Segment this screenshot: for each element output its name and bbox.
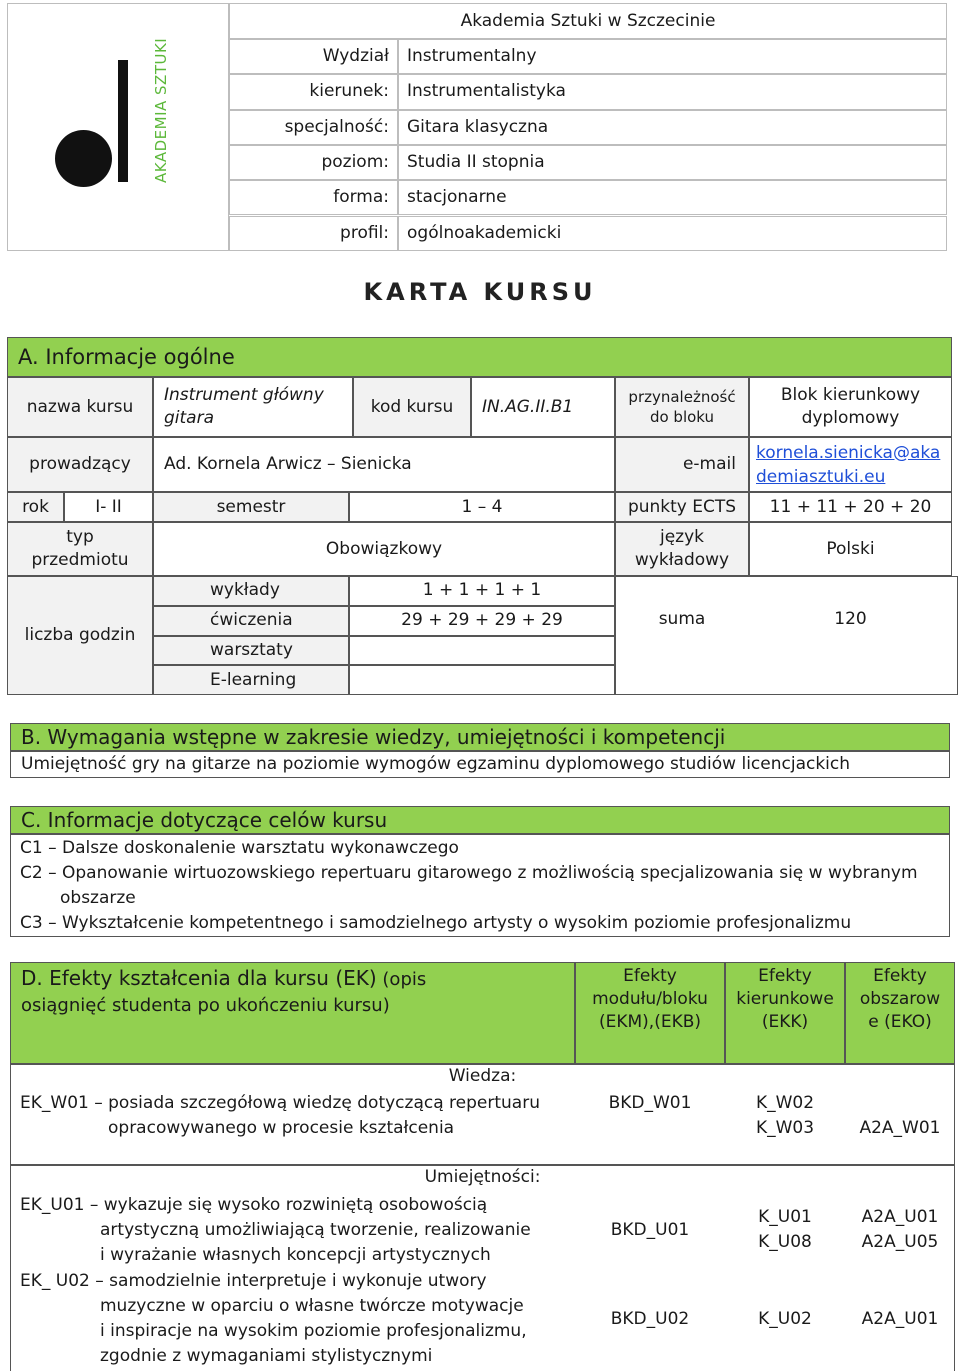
- logo-dot: [55, 130, 112, 187]
- email-value-cell: [749, 437, 952, 492]
- ek-u01-ekm: BKD_U01: [610, 1220, 690, 1240]
- header-value: Instrumentalistyka: [398, 74, 947, 109]
- ects-label: punkty ECTS: [615, 492, 749, 522]
- ek-u01-text: EK_U01 – wykazuje się wysoko rozwiniętą osobowością artystyczną umożliwiającą tworzenie, realizowanie i wyrażanie własnych koncepcji artystycznych: [20, 1195, 531, 1265]
- hours-type-value: 29 + 29 + 29 + 29: [349, 606, 615, 636]
- header-value: Instrumentalny: [398, 39, 947, 74]
- hours-type-value: [349, 636, 615, 666]
- prowadzacy-label: prowadzący: [7, 437, 153, 492]
- header-label: poziom:: [229, 145, 398, 180]
- ek-u01-ekk: K_U01 K_U08: [758, 1207, 812, 1252]
- hours-type-label: E-learning: [153, 665, 349, 695]
- header-label: profil:: [229, 216, 398, 251]
- col-ekk-header: Efekty kierunkowe (EKK): [725, 962, 845, 1064]
- email-label: e-mail: [615, 437, 749, 492]
- header-value: Gitara klasyczna: [398, 110, 947, 145]
- col-eko-header: Efekty obszarow e (EKO): [845, 962, 955, 1064]
- section-d-heading-rest: (opis osiągnięć studenta po ukończeniu kursu): [21, 969, 427, 1016]
- section-b-text: Umiejętność gry na gitarze na poziomie wymogów egzaminu dyplomowego studiów licencjackich: [10, 751, 950, 778]
- page-title: KARTA KURSU: [363, 278, 597, 306]
- jezyk-label: język wykładowy: [615, 522, 749, 576]
- ects-value: 11 + 11 + 20 + 20: [749, 492, 952, 522]
- goal-c3: C3 – Wykształcenie kompetentnego i samodzielnego artysty o wysokim poziomie profesjonalizmu: [20, 913, 852, 933]
- semestr-value: 1 – 4: [349, 492, 615, 522]
- hours-type-label: wykłady: [153, 576, 349, 606]
- col-ekm-header: Efekty modułu/bloku (EKM),(EKB): [575, 962, 725, 1064]
- przynaleznosc-label: przynależność do bloku: [615, 377, 749, 437]
- hours-type-label: ćwiczenia: [153, 606, 349, 636]
- ek-w01-text: EK_W01 – posiada szczegółową wiedzę dotyczącą repertuaru opracowywanego w procesie kształcenia: [20, 1093, 540, 1138]
- section-d-heading: [10, 962, 575, 1064]
- section-b-heading: B. Wymagania wstępne w zakresie wiedzy, umiejętności i kompetencji: [10, 723, 950, 751]
- section-a-heading: A. Informacje ogólne: [7, 337, 952, 377]
- suma-label: suma: [658, 609, 706, 629]
- wiedza-label: Wiedza:: [448, 1066, 517, 1086]
- ek-w01-ekk: K_W02 K_W03: [755, 1093, 815, 1138]
- hours-type-label: warsztaty: [153, 636, 349, 666]
- ek-u02-eko: A2A_U01: [861, 1309, 939, 1329]
- header-value: stacjonarne: [398, 180, 947, 215]
- ek-u02-text: EK_ U02 – samodzielnie interpretuje i wykonuje utwory muzyczne w oparciu o własne twórcze motywacje i inspiracje na wysokim poziomie profesjonalizmu, zgodnie z wymaganiami stylistycznymi: [20, 1271, 527, 1366]
- header-label: kierunek:: [229, 74, 398, 109]
- section-d-heading-bold: D. Efekty kształcenia dla kursu (EK): [21, 966, 377, 990]
- hours-type-value: 1 + 1 + 1 + 1: [349, 576, 615, 606]
- przynaleznosc-value: Blok kierunkowy dyplomowy: [749, 377, 952, 437]
- goal-c2: C2 – Opanowanie wirtuozowskiego repertuaru gitarowego z możliwością specjalizowania się w wybranym obszarze: [20, 863, 918, 908]
- suma-value: 120: [834, 609, 867, 629]
- semestr-label: semestr: [153, 492, 349, 522]
- prowadzacy-value: Ad. Kornela Arwicz – Sienicka: [153, 437, 615, 492]
- nazwa-kursu-label: nazwa kursu: [7, 377, 153, 437]
- typ-przedmiotu-label: typ przedmiotu: [7, 522, 153, 576]
- rok-label: rok: [7, 492, 64, 522]
- nazwa-kursu-value: Instrument główny gitara: [153, 377, 353, 437]
- header-value: ogólnoakademicki: [398, 216, 947, 251]
- umiejetnosci-label: Umiejętności:: [424, 1167, 541, 1187]
- hours-type-value: [349, 665, 615, 695]
- ek-u02-ekk: K_U02: [758, 1309, 812, 1329]
- kod-kursu-label: kod kursu: [353, 377, 471, 437]
- logo-text: AKADEMIA SZTUKI: [152, 37, 170, 183]
- header-label: forma:: [229, 180, 398, 215]
- jezyk-value: Polski: [749, 522, 952, 576]
- ek-u02-ekm: BKD_U02: [610, 1309, 690, 1329]
- liczba-godzin-label: liczba godzin: [7, 576, 153, 695]
- ek-w01-eko: A2A_W01: [859, 1118, 941, 1138]
- typ-przedmiotu-value: Obowiązkowy: [153, 522, 615, 576]
- section-c-heading: C. Informacje dotyczące celów kursu: [10, 806, 950, 834]
- suma-box: [615, 576, 958, 695]
- header-label: Wydział: [229, 39, 398, 74]
- header-value: Studia II stopnia: [398, 145, 947, 180]
- goal-c1: C1 – Dalsze doskonalenie warsztatu wykonawczego: [20, 838, 459, 858]
- institution-name: Akademia Sztuki w Szczecinie: [229, 3, 947, 39]
- kod-kursu-value: IN.AG.II.B1: [471, 377, 615, 437]
- rok-value: I- II: [64, 492, 153, 522]
- ek-w01-ekm: BKD_W01: [608, 1093, 692, 1113]
- header-label: specjalność:: [229, 110, 398, 145]
- email-link[interactable]: kornela.sienicka@akademiasztuki.eu: [756, 442, 941, 487]
- ek-u01-eko: A2A_U01 A2A_U05: [861, 1207, 939, 1252]
- logo-bar: [118, 60, 128, 182]
